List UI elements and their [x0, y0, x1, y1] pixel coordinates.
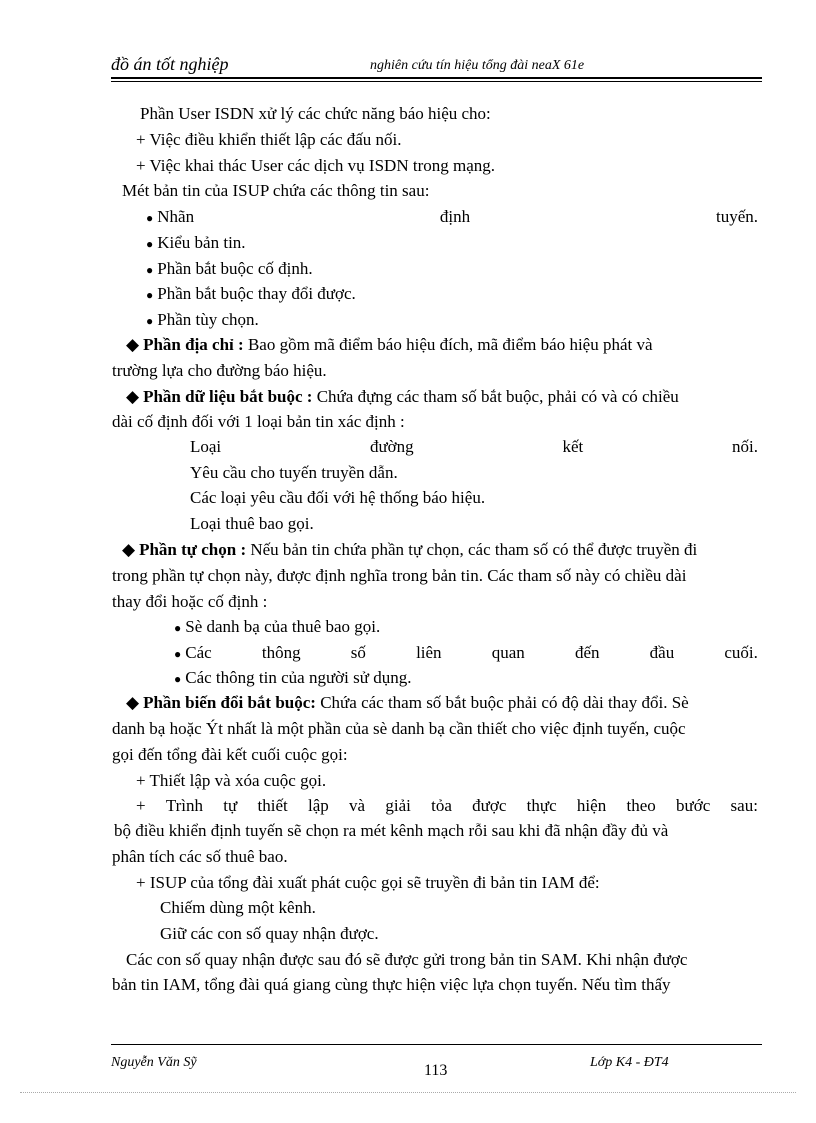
text-line: bộ điều khiển định tuyến sẽ chọn ra mét kênh mạch rỗi sau khi đã nhận đầy đủ và: [114, 821, 669, 840]
text-line: + Việc khai thác User các dịch vụ ISDN trong mạng.: [136, 156, 496, 175]
diamond-bullet-icon: ◆: [122, 540, 136, 559]
diamond-bullet-icon: ◆: [126, 387, 140, 406]
text-line: Các con số quay nhận được sau đó sẽ được gửi trong bản tin SAM. Khi nhận được: [126, 950, 688, 969]
paragraph-heading: ◆ Phần tự chọn : Nếu bản tin chứa phần tự chọn, các tham số có thể được truyền đi: [122, 540, 698, 559]
header-rule-thin: [111, 81, 762, 82]
text-line: + Thiết lập và xóa cuộc gọi.: [136, 771, 327, 790]
text-line: trong phần tự chọn này, được định nghĩa trong bản tin. Các tham số này có chiều dài: [112, 566, 687, 585]
text-line: trường lựa cho đường báo hiệu.: [112, 361, 327, 380]
paragraph-heading: ◆ Phần dữ liệu bắt buộc : Chứa đựng các tham số bắt buộc, phải có và có chiều: [126, 387, 679, 406]
header-left: đồ án tốt nghiệp: [111, 54, 229, 74]
text-line: gọi đến tổng đài kết cuối cuộc gọi:: [112, 745, 348, 764]
bullet-item: ● Các thông tin của người sử dụng.: [174, 668, 412, 687]
bullet-item: ● Sè danh bạ của thuê bao gọi.: [174, 617, 381, 636]
bullet-icon: ●: [174, 647, 182, 661]
text-line: thay đổi hoặc cố định :: [112, 592, 268, 611]
text-line: + Trình tự thiết lập và giải tỏa được thực hiện theo bước sau:: [136, 796, 758, 815]
header-right: nghiên cứu tín hiệu tổng đài neaX 61e: [370, 58, 585, 73]
bullet-item: ● Phần bắt buộc thay đổi được.: [146, 284, 356, 303]
sub-item: Loại đường kết nối.: [190, 437, 758, 456]
footer-left: Nguyễn Văn Sỹ: [111, 1055, 197, 1070]
bullet-icon: ●: [146, 263, 154, 277]
bullet-item: ● Các thông số liên quan đến đầu cuối.: [174, 640, 758, 666]
text-line: Mét bản tin của ISUP chứa các thông tin sau:: [122, 181, 430, 200]
footer-right: Lớp K4 - ĐT4: [590, 1055, 669, 1070]
bullet-icon: ●: [146, 314, 154, 328]
sub-item: Yêu cầu cho tuyến truyền dẫn.: [190, 463, 398, 482]
text-line: bản tin IAM, tổng đài quá giang cùng thực hiện việc lựa chọn tuyến. Nếu tìm thấy: [112, 975, 671, 994]
text-line: phân tích các số thuê bao.: [112, 847, 288, 866]
sub-item: Loại thuê bao gọi.: [190, 514, 314, 533]
bullet-icon: ●: [174, 621, 182, 635]
bullet-icon: ●: [174, 672, 182, 686]
paragraph-heading: ◆ Phần biến đổi bắt buộc: Chứa các tham số bắt buộc phải có độ dài thay đổi. Sè: [126, 693, 689, 712]
text-line: Phần User ISDN xử lý các chức năng báo hiệu cho:: [140, 104, 491, 123]
bullet-item: ● Phần bắt buộc cố định.: [146, 259, 313, 278]
text-line: danh bạ hoặc Ýt nhất là một phần của sè danh bạ cần thiết cho việc định tuyến, cuộc: [112, 719, 686, 738]
diamond-bullet-icon: ◆: [126, 335, 140, 354]
text-line: + ISUP của tổng đài xuất phát cuộc gọi sẽ truyền đi bản tin IAM để:: [136, 873, 600, 892]
bullet-item: ● Phần tùy chọn.: [146, 310, 259, 329]
footer-rule: [111, 1044, 762, 1045]
header-rule: [111, 77, 762, 79]
bullet-icon: ●: [146, 288, 154, 302]
text-line: dài cố định đối với 1 loại bản tin xác định :: [112, 412, 405, 431]
text-line: Chiếm dùng một kênh.: [160, 898, 316, 917]
page-edge: [20, 1092, 796, 1093]
page-number: 113: [424, 1062, 448, 1079]
bullet-item: ● Kiểu bản tin.: [146, 233, 246, 252]
sub-item: Các loại yêu cầu đối với hệ thống báo hiệu.: [190, 488, 486, 507]
bullet-icon: ●: [146, 211, 154, 225]
text-line: + Việc điều khiển thiết lập các đấu nối.: [136, 130, 402, 149]
paragraph-heading: ◆ Phần địa chỉ : Bao gồm mã điểm báo hiệu đích, mã điểm báo hiệu phát và: [126, 335, 653, 354]
bullet-icon: ●: [146, 237, 154, 251]
bullet-item: ● Nhãn định tuyến.: [146, 204, 758, 230]
diamond-bullet-icon: ◆: [126, 693, 140, 712]
text-line: Giữ các con số quay nhận được.: [160, 924, 379, 943]
